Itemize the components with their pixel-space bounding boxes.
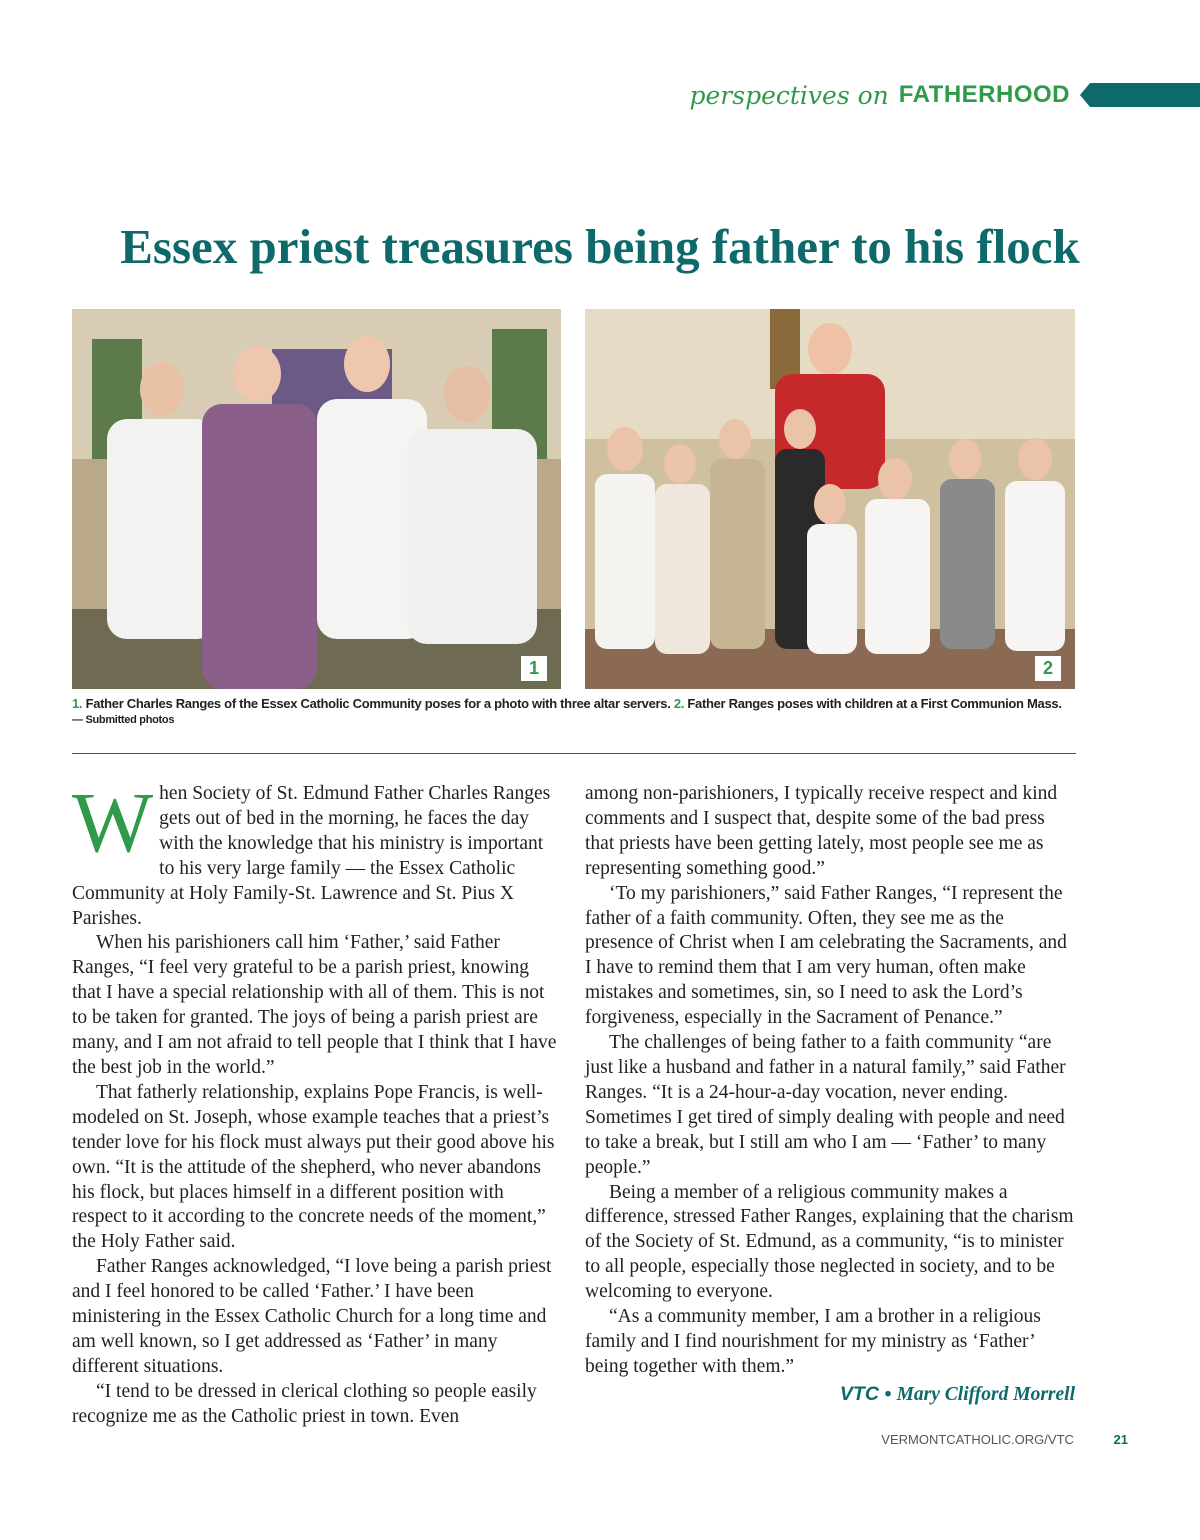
photo-credit: — Submitted photos [72,714,175,726]
paragraph: The challenges of being father to a faith community “are just like a husband and father in a natural family,” said Father Ranges. “It is a 24-hour-a-day vocation, never ending. Sometimes I get tired of simply dealing with people and need to take a break, but I still am who I am — ‘Father’ to many people.” [585,1032,1066,1178]
section-tag-script: perspectives on [689,80,889,110]
paragraph: among non-parishioners, I typically receive respect and kind comments and I suspect that, despite some of the bad press that priests have been getting lately, most people see me as representing something good.” [585,783,1058,879]
photo-first-communion [585,309,1075,689]
paragraph: Being a member of a religious community makes a difference, stressed Father Ranges, explaining that the charism of the Society of St. Edmund, as a community, “is to minister to all people, especially those neglected in society, and to be welcoming to everyone. [585,1181,1074,1303]
section-tag-title: FATHERHOOD [898,81,1070,108]
article-column-2 [585,782,1075,1408]
caption-number: 2. [673,696,685,711]
paragraph: That fatherly relationship, explains Pope Francis, is well-modeled on St. Joseph, whose example teaches that a priest’s tender love for his flock must always put their good above his own. “It is the attitude of the shepherd, who never abandons his flock, but places himself in a different position with respect to it according to the concrete needs of the moment,” the Holy Father said. [72,1081,555,1253]
paragraph [72,774,562,931]
caption-text: Father Ranges poses with children at a First Communion Mass. [687,696,1062,711]
page-title: Essex priest treasures being father to his flock [120,219,1080,274]
article-column-1 [72,774,562,1430]
photo-number: 1 [521,656,547,681]
photo-first-communion-image [585,309,1075,689]
byline-separator: • [878,1382,897,1405]
paragraph: “I tend to be dressed in clerical clothing so people easily recognize me as the Catholic priest in town. Even [72,1380,537,1427]
caption-number: 1. [72,696,83,711]
byline [585,1382,1075,1408]
photo-number: 2 [1035,656,1061,681]
photo-caption [72,696,1076,728]
photo-altar-servers-image [72,309,561,689]
page-footer [881,1432,1128,1447]
drop-cap: W [72,774,154,870]
caption-text: Father Charles Ranges of the Essex Catholic Community poses for a photo with three altar servers. [85,696,671,711]
byline-author: Mary Clifford Morrell [896,1383,1075,1405]
photo-altar-servers [72,309,561,689]
section-tag-arrow [1080,83,1200,107]
byline-org: VTC [839,1382,879,1405]
section-tag [690,80,1200,110]
paragraph: “As a community member, I am a brother in a religious family and I find nourishment for my ministry as ‘Father’ being together with them.” [585,1306,1041,1377]
paragraph: ‘To my parishioners,” said Father Ranges, “I represent the father of a faith community. Often, they see me as the presence of Christ when I am celebrating the Sacraments, and I have to remind them that I am very human, often make mistakes and sometimes, sin, so I need to ask the Lord’s forgiveness, especially in the Sacrament of Penance.” [585,882,1067,1029]
paragraph-text: hen Society of St. Edmund Father Charles Ranges gets out of bed in the morning, he faces the day with the knowledge that his ministry is important to his very large family — the Essex Catholic Community at Holy Family-St. Lawrence and St. Pius X Parishes. [72,783,551,929]
divider [72,753,1076,754]
paragraph: When his parishioners call him ‘Father,’ said Father Ranges, “I feel very grateful to be a parish priest, knowing that I have a special relationship with all of them. This is not to be taken for granted. The joys of being a parish priest are many, and I am not afraid to tell people that I think that I have the best job in the world.” [72,932,557,1078]
paragraph: Father Ranges acknowledged, “I love being a parish priest and I feel honored to be called ‘Father.’ I have been ministering in the Essex Catholic Church for a long time and am well known, so I get addressed as ‘Father’ in many different situations. [72,1256,552,1377]
footer-url: VERMONTCATHOLIC.ORG/VTC [881,1432,1074,1447]
page-number: 21 [1113,1432,1128,1447]
